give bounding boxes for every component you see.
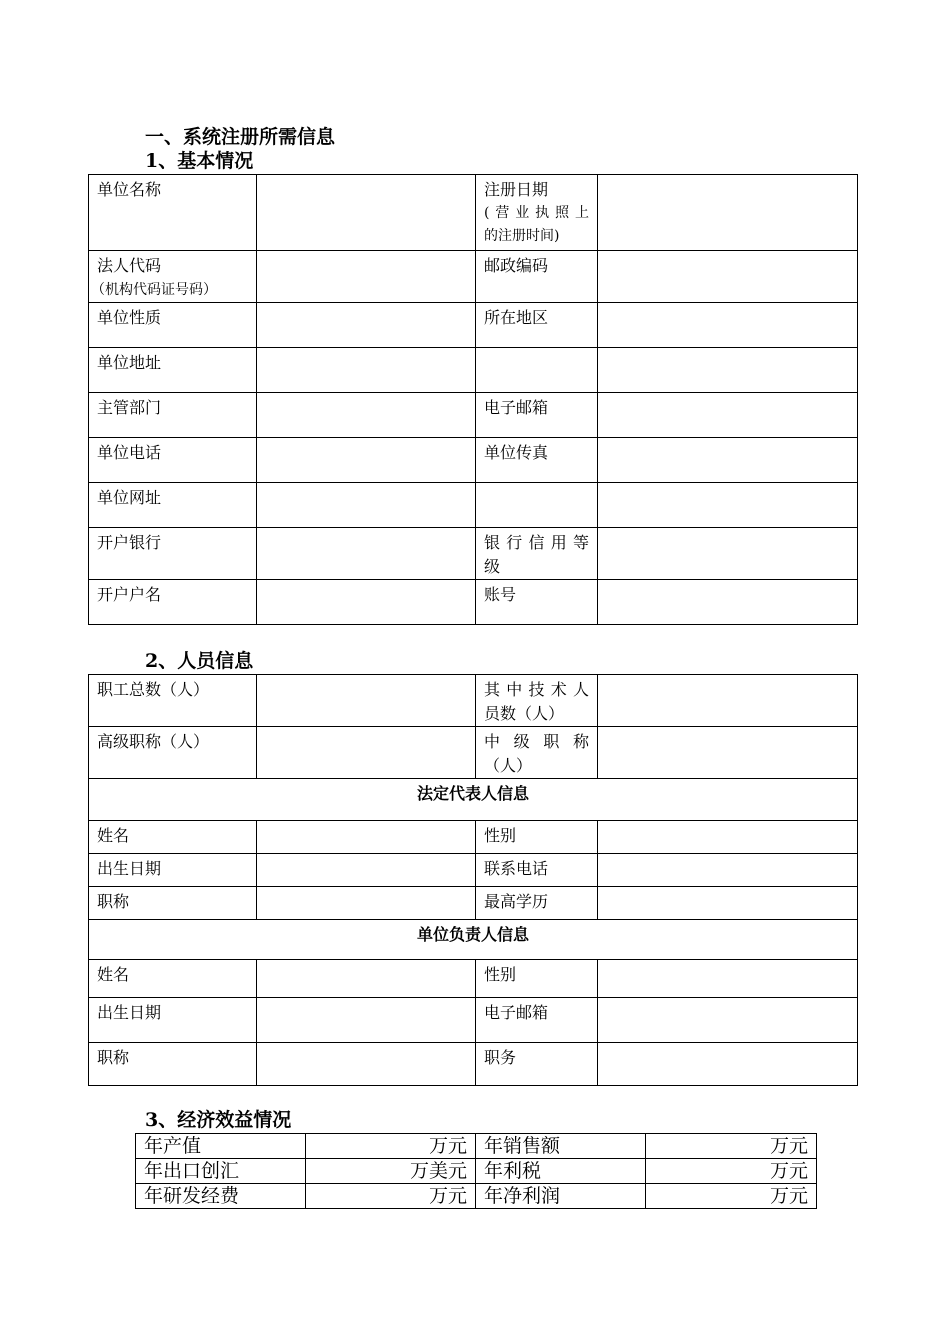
- annual-output-label: 年产值: [136, 1134, 306, 1159]
- credit-field[interactable]: [598, 528, 858, 580]
- head-name-label: 姓名: [89, 960, 257, 998]
- rep-title-label: 职称: [89, 887, 257, 920]
- annual-export-field[interactable]: 万美元: [306, 1159, 476, 1184]
- annual-rd-field[interactable]: 万元: [306, 1184, 476, 1209]
- dept-label: 主管部门: [89, 393, 257, 438]
- region-field[interactable]: [598, 303, 858, 348]
- head-duty-field[interactable]: [598, 1043, 858, 1086]
- senior-title-label: 高级职称（人）: [89, 727, 257, 779]
- unit-name-field[interactable]: [257, 175, 476, 251]
- annual-export-label: 年出口创汇: [136, 1159, 306, 1184]
- head-duty-label: 职务: [476, 1043, 598, 1086]
- rep-title-field[interactable]: [257, 887, 476, 920]
- unit-address-field-extra[interactable]: [476, 348, 598, 393]
- unit-nature-field[interactable]: [257, 303, 476, 348]
- staff-total-field[interactable]: [257, 675, 476, 727]
- rep-gender-label: 性别: [476, 821, 598, 854]
- table-row: [136, 1134, 817, 1159]
- staff-info-title: 2、人员信息: [145, 650, 254, 672]
- head-title-field[interactable]: [257, 1043, 476, 1086]
- economy-info-title: 3、经济效益情况: [145, 1109, 292, 1131]
- head-gender-field[interactable]: [598, 960, 858, 998]
- legal-code-label: 法人代码 （机构代码证号码）: [89, 251, 257, 303]
- phone-field[interactable]: [257, 438, 476, 483]
- unit-address-label: 单位地址: [89, 348, 257, 393]
- unit-address-field[interactable]: [257, 348, 476, 393]
- tech-staff-field[interactable]: [598, 675, 858, 727]
- head-name-field[interactable]: [257, 960, 476, 998]
- staff-info-table: [88, 674, 858, 1086]
- annual-rd-label: 年研发经费: [136, 1184, 306, 1209]
- email-label: 电子邮箱: [476, 393, 598, 438]
- basic-info-title: 1、基本情况: [145, 150, 254, 172]
- legal-rep-header: 法定代表人信息: [89, 779, 858, 821]
- senior-title-field[interactable]: [257, 727, 476, 779]
- annual-net-profit-label: 年净利润: [476, 1184, 646, 1209]
- unit-name-label: 单位名称: [89, 175, 257, 251]
- website-label: 单位网址: [89, 483, 257, 528]
- rep-gender-field[interactable]: [598, 821, 858, 854]
- legal-code-field[interactable]: [257, 251, 476, 303]
- staff-total-label: 职工总数（人）: [89, 675, 257, 727]
- rep-birth-label: 出生日期: [89, 854, 257, 887]
- annual-output-field[interactable]: 万元: [306, 1134, 476, 1159]
- head-email-label: 电子邮箱: [476, 998, 598, 1043]
- middle-title-field[interactable]: [598, 727, 858, 779]
- bank-label: 开户银行: [89, 528, 257, 580]
- website-field[interactable]: [257, 483, 476, 528]
- head-gender-label: 性别: [476, 960, 598, 998]
- account-no-label: 账号: [476, 580, 598, 625]
- economy-table: [135, 1133, 817, 1209]
- table-row: [136, 1184, 817, 1209]
- reg-date-field[interactable]: [598, 175, 858, 251]
- annual-net-profit-field[interactable]: 万元: [646, 1184, 817, 1209]
- rep-edu-label: 最高学历: [476, 887, 598, 920]
- fax-field[interactable]: [598, 438, 858, 483]
- website-field-extra[interactable]: [476, 483, 598, 528]
- middle-title-label: 中级职称 （人）: [476, 727, 598, 779]
- account-name-label: 开户户名: [89, 580, 257, 625]
- dept-field[interactable]: [257, 393, 476, 438]
- account-name-field[interactable]: [257, 580, 476, 625]
- tech-staff-label: 其中技术人 员数（人）: [476, 675, 598, 727]
- annual-tax-field[interactable]: 万元: [646, 1159, 817, 1184]
- postal-code-field[interactable]: [598, 251, 858, 303]
- section-title: 一、系统注册所需信息: [145, 126, 336, 148]
- rep-name-field[interactable]: [257, 821, 476, 854]
- unit-head-header: 单位负责人信息: [89, 920, 858, 960]
- table-row: [136, 1159, 817, 1184]
- rep-phone-field[interactable]: [598, 854, 858, 887]
- rep-edu-field[interactable]: [598, 887, 858, 920]
- phone-label: 单位电话: [89, 438, 257, 483]
- credit-label: 银行信用等 级: [476, 528, 598, 580]
- head-birth-label: 出生日期: [89, 998, 257, 1043]
- rep-phone-label: 联系电话: [476, 854, 598, 887]
- rep-birth-field[interactable]: [257, 854, 476, 887]
- region-label: 所在地区: [476, 303, 598, 348]
- account-no-field[interactable]: [598, 580, 858, 625]
- unit-address-field-extra-2[interactable]: [598, 348, 858, 393]
- reg-date-label: 注册日期 (营业执照上 的注册时间): [476, 175, 598, 251]
- annual-sales-label: 年销售额: [476, 1134, 646, 1159]
- annual-tax-label: 年利税: [476, 1159, 646, 1184]
- email-field[interactable]: [598, 393, 858, 438]
- head-birth-field[interactable]: [257, 998, 476, 1043]
- basic-info-table: [88, 174, 858, 625]
- rep-name-label: 姓名: [89, 821, 257, 854]
- annual-sales-field[interactable]: 万元: [646, 1134, 817, 1159]
- head-email-field[interactable]: [598, 998, 858, 1043]
- postal-code-label: 邮政编码: [476, 251, 598, 303]
- unit-nature-label: 单位性质: [89, 303, 257, 348]
- bank-field[interactable]: [257, 528, 476, 580]
- website-field-extra-2[interactable]: [598, 483, 858, 528]
- head-title-label: 职称: [89, 1043, 257, 1086]
- fax-label: 单位传真: [476, 438, 598, 483]
